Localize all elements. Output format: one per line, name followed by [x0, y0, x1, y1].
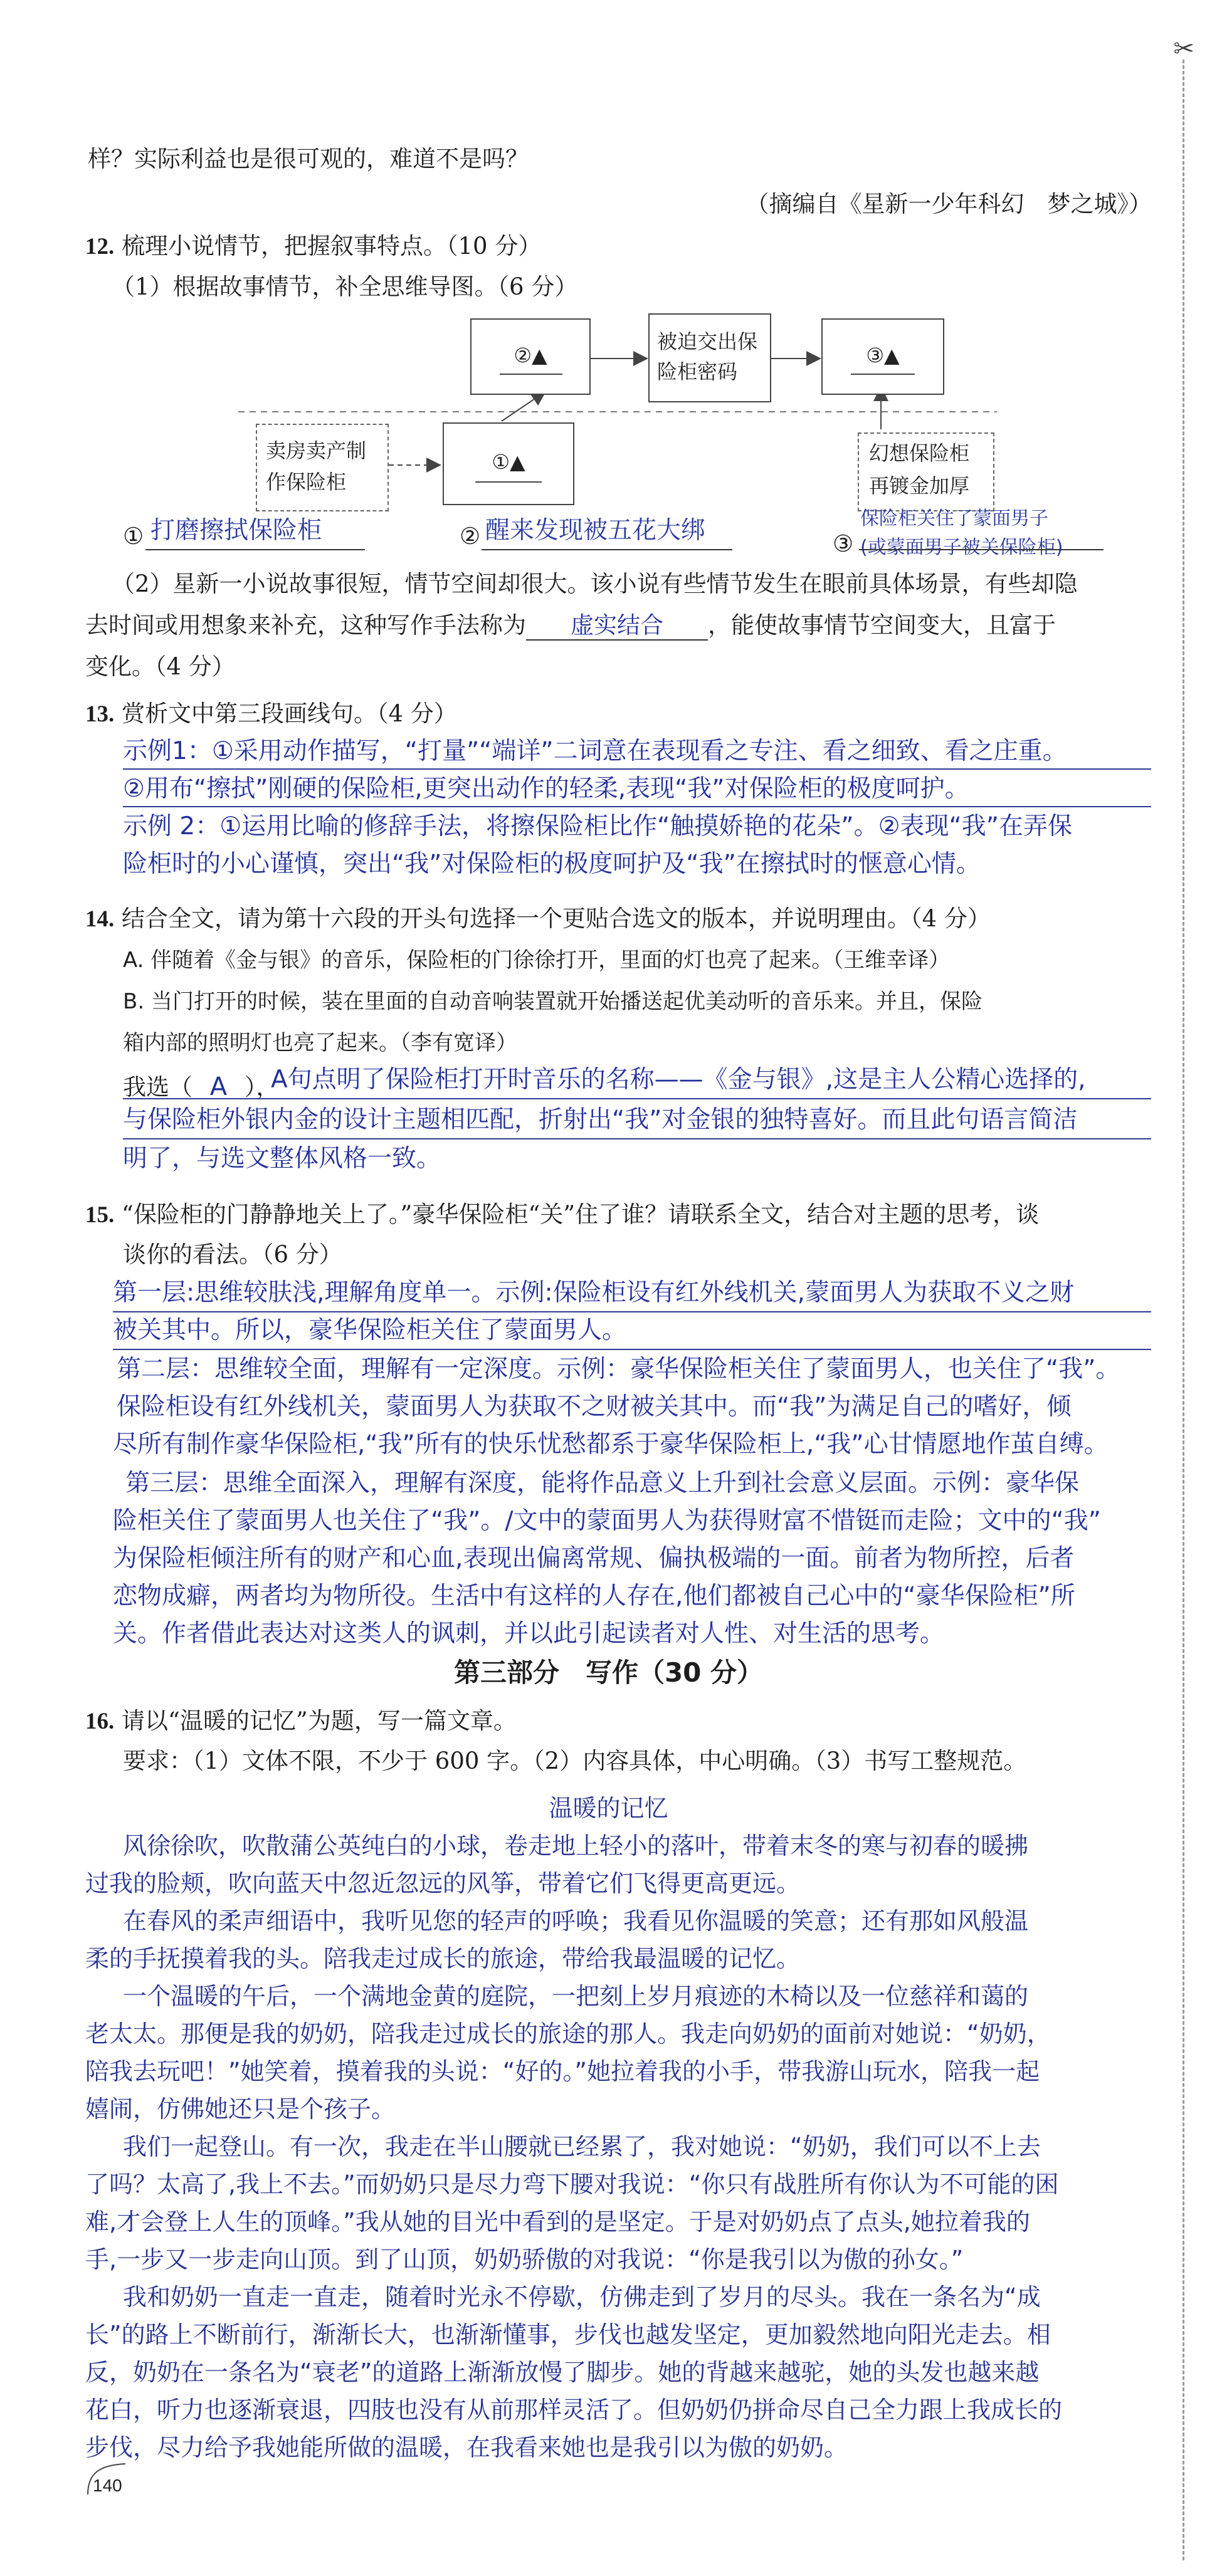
essay-line-7: 陪我去玩吧！”她笑着，摸着我的头说：“好的。”她拉着我的小手，带我游山玩水，陪我一起 — [85, 2058, 1040, 2085]
essay-line-14: 长”的路上不断前行，渐渐长大，也渐渐懂事，步伐也越发坚定，更加毅然地向阳光走去。相 — [85, 2321, 1051, 2348]
q14-answer-l2: 与保险柜外银内金的设计主题相匹配，折射出“我”对金银的独特喜好。而且此句语言简洁 — [123, 1106, 1078, 1134]
essay-line-1: 风徐徐吹，吹散蒲公英纯白的小球，卷走地上轻小的落叶，带着末冬的寒与初春的暖拂 — [123, 1832, 1029, 1860]
scissors-icon: ✂ — [1173, 34, 1194, 63]
q15-answer-l4: 保险柜设有红外线机关，蒙面男人为获取不之财被关其中。而“我”为满足自己的嗜好，倾 — [117, 1393, 1072, 1421]
q12-sub1: （1）根据故事情节，补全思维导图。（6 分） — [112, 273, 578, 300]
q14-choose-suffix: ）， — [244, 1074, 280, 1101]
essay-line-2: 过我的脸颊，吹向蓝天中忽近忽远的风筝，带着它们飞得更高更远。 — [85, 1870, 801, 1897]
q12-sub2-l1: （2）星新一小说故事很短，情节空间却很大。该小说有些情节发生在眼前具体场景，有些却隐 — [112, 570, 1078, 597]
answer-1-text: 打磨擦拭保险柜 — [150, 516, 322, 545]
q12-number: 12. — [85, 234, 115, 259]
q13-text: 赏析文中第三段画线句。（4 分） — [122, 700, 457, 727]
essay-line-3: 在春风的柔声细语中，我听见您的轻声的呼唤；我看见你温暖的笑意；还有那如风般温 — [123, 1907, 1029, 1935]
answer-2-marker: ② — [460, 523, 481, 550]
q13-title — [85, 698, 457, 731]
essay-line-16: 花白，听力也逐渐衰退，四肢也没有从前那样灵活了。但奶奶仍拼命尽自己全力跟上我成长的 — [85, 2396, 1063, 2424]
q14-rule-2 — [123, 1138, 1151, 1139]
source-note: （摘编自《星新一少年科幻 梦之城》） — [745, 191, 1152, 217]
essay-line-4: 柔的手抚摸着我的头。陪我走过成长的旅途，带给我最温暖的记忆。 — [85, 1945, 801, 1972]
q14-title — [85, 903, 991, 936]
q16-number: 16. — [85, 1709, 115, 1734]
q13-answer-l4: 险柜时的小心谨慎，突出“我”对保险柜的极度呵护及“我”在擦拭时的惬意心情。 — [123, 850, 981, 878]
q15-answer-l7: 险柜关住了蒙面男人也关住了“我”。/文中的蒙面男人为获得财富不惜铤而走险；文中的“我” — [113, 1507, 1101, 1535]
essay-line-11: 难,才会登上人生的顶峰。”我从她的目光中看到的是坚定。于是对奶奶点了点头,她拉着我的 — [85, 2208, 1030, 2236]
essay-line-17: 步伐，尽力给予我她能所做的温暖，在我看来她也是我引以为傲的奶奶。 — [85, 2434, 848, 2461]
q14-option-a: A. 伴随着《金与银》的音乐，保险柜的门徐徐打开，里面的灯也亮了起来。（王维幸译） — [123, 948, 951, 973]
answer-3-marker: ③ — [833, 530, 854, 557]
flow-box-mid-l2: 险柜密码 — [657, 360, 738, 384]
q12-sub2-l2a: 去时间或用想象来补充，这种写作手法称为 — [85, 612, 526, 639]
q14-choose-prefix: 我选（ — [123, 1074, 192, 1101]
flow-connectors — [0, 0, 1217, 564]
flow-box-fantasy-l1: 幻想保险柜 — [869, 441, 970, 465]
answer-2-text: 醒来发现被五花大绑 — [485, 516, 706, 545]
essay-line-8: 嬉闹，仿佛她还只是个孩子。 — [85, 2095, 396, 2123]
q14-option-b-l2: 箱内部的照明灯也亮了起来。（李有宽译） — [123, 1030, 517, 1055]
q12-sub2-answer: 虚实结合 — [526, 612, 708, 641]
flow-box-mid — [648, 313, 771, 402]
q16-requirements: 要求：（1）文体不限，不少于 600 字。（2）内容具体，中心明确。（3）书写工整规范。 — [123, 1747, 1027, 1774]
flow-box-start-l1: 卖房卖产制 — [266, 439, 367, 463]
q14-choose-answer: A — [209, 1072, 228, 1101]
top-text: 样？实际利益也是很可观的，难道不是吗？ — [88, 145, 529, 172]
q15-answer-l10: 关。作者借此表达对这类人的讽刺，并以此引起读者对人性、对生活的思考。 — [113, 1620, 945, 1648]
q12-sub2-l2 — [85, 609, 1056, 642]
answer-3-text-l2: (或蒙面男子被关保险柜) — [860, 537, 1063, 558]
essay-line-12: 手,一步又一步走向山顶。到了山顶，奶奶骄傲的对我说：“你是我引以为傲的孙女。” — [85, 2246, 964, 2273]
answer-1-marker: ① — [123, 523, 144, 550]
q15-answer-l5: 尽所有制作豪华保险柜,“我”所有的快乐忧愁都系于豪华保险柜上,“我”心甘情愿地作茧自缚。 — [113, 1430, 1109, 1458]
q14-text: 结合全文，请为第十六段的开头句选择一个更贴合选文的版本，并说明理由。（4 分） — [122, 905, 991, 932]
essay-line-15: 反，奶奶在一条名为“衰老”的道路上渐渐放慢了脚步。她的背越来越驼，她的头发也越来越 — [85, 2359, 1040, 2386]
answer-1-line — [145, 549, 365, 550]
q14-answer-l3: 明了，与选文整体风格一致。 — [123, 1144, 441, 1173]
flow-box-1-label: ①▲ — [492, 450, 525, 474]
essay-line-13: 我和奶奶一直走一直走，随着时光永不停歇，仿佛走到了岁月的尽头。我在一条名为“成 — [123, 2283, 1041, 2311]
q13-answer-l2: ②用布“擦拭”刚硬的保险柜,更突出动作的轻柔,表现“我”对保险柜的极度呵护。 — [123, 775, 969, 803]
flow-box-2 — [470, 318, 591, 395]
q16-title — [85, 1705, 517, 1738]
q15-title-l1 — [85, 1198, 1039, 1232]
answer-2-line — [482, 549, 732, 550]
q13-rule-1 — [123, 768, 1151, 770]
section-3-heading: 第三部分 写作（30 分） — [453, 1657, 764, 1688]
q12-text: 梳理小说情节，把握叙事特点。（10 分） — [122, 233, 542, 259]
essay-title: 温暖的记忆 — [549, 1794, 668, 1822]
flow-box-3 — [821, 318, 944, 395]
q12-sub2-l3: 变化。（4 分） — [85, 653, 235, 680]
q15-answer-l9: 恋物成癖，两者均为物所役。生活中有这样的人存在,他们都被自己心中的“豪华保险柜”所 — [113, 1582, 1075, 1610]
q15-title-l2: 谈你的看法。（6 分） — [123, 1241, 342, 1268]
flow-box-start — [256, 424, 389, 511]
q15-answer-l1: 第一层:思维较肤浅,理解角度单一。示例:保险柜设有红外线机关,蒙面男人为获取不义之财 — [113, 1279, 1075, 1307]
flow-box-fantasy-l2: 再镀金加厚 — [869, 474, 970, 498]
q13-rule-2 — [123, 806, 1151, 807]
page-number: 140 — [93, 2476, 122, 2495]
flow-box-start-l2: 作保险柜 — [266, 470, 347, 494]
q15-answer-l2: 被关其中。所以，豪华保险柜关住了蒙面男人。 — [113, 1316, 627, 1344]
answer-3-line — [859, 549, 1104, 550]
flow-box-3-label: ③▲ — [866, 343, 900, 367]
q15-number: 15. — [85, 1202, 115, 1228]
q14-rule-1 — [123, 1098, 1151, 1099]
q13-answer-l1: 示例1：①采用动作描写，“打量”“端详”二词意在表现看之专注、看之细致、看之庄重。 — [123, 737, 1067, 765]
q15-rule-2 — [113, 1349, 1151, 1350]
q15-answer-l8: 为保险柜倾注所有的财产和心血,表现出偏离常规、偏执极端的一面。前者为物所控，后者 — [113, 1544, 1075, 1573]
q14-answer-l1: A句点明了保险柜打开时音乐的名称——《金与银》,这是主人公精心选择的, — [271, 1065, 1086, 1094]
q13-answer-l3: 示例 2：①运用比喻的修辞手法，将擦保险柜比作“触摸娇艳的花朵”。②表现“我”在弄保 — [123, 812, 1072, 840]
essay-line-10: 了吗？太高了,我上不去。”而奶奶只是尽力弯下腰对我说：“你只有战胜所有你认为不可能的困 — [85, 2170, 1059, 2198]
essay-line-9: 我们一起登山。有一次，我走在半山腰就已经累了，我对她说：“奶奶，我们可以不上去 — [123, 2133, 1041, 2160]
q12-sub2-l2b: ，能使故事情节空间变大，且富于 — [708, 612, 1056, 639]
q14-number: 14. — [85, 906, 115, 932]
flow-box-1 — [443, 422, 574, 505]
arrow-1-to-2 — [502, 392, 544, 421]
flow-box-fantasy — [858, 432, 994, 511]
flow-box-2-label: ②▲ — [514, 343, 547, 367]
q13-number: 13. — [85, 701, 115, 727]
q15-answer-l3: 第二层：思维较全面，理解有一定深度。示例：豪华保险柜关住了蒙面男人，也关住了“我”。 — [117, 1355, 1120, 1383]
q14-option-b-l1: B. 当门打开的时候，装在里面的自动音响装置就开始播送起优美动听的音乐来。并且，保险 — [123, 989, 983, 1014]
answer-3-text-l1: 保险柜关住了蒙面男子 — [860, 508, 1048, 530]
q15-text: “保险柜的门静静地关上了。”豪华保险柜“关”住了谁？请联系全文，结合对主题的思考，谈 — [122, 1201, 1040, 1228]
flow-box-mid-l1: 被迫交出保 — [657, 330, 758, 353]
essay-line-5: 一个温暖的午后，一个满地金黄的庭院，一把刻上岁月痕迹的木椅以及一位慈祥和蔼的 — [123, 1982, 1029, 2010]
essay-line-6: 老太太。那便是我的奶奶，陪我走过成长的旅途的那人。我走向奶奶的面前对她说：“奶奶， — [85, 2020, 1051, 2048]
q16-text: 请以“温暖的记忆”为题，写一篇文章。 — [122, 1707, 517, 1734]
q15-answer-l6: 第三层：思维全面深入，理解有深度，能将作品意义上升到社会意义层面。示例：豪华保 — [125, 1469, 1080, 1497]
